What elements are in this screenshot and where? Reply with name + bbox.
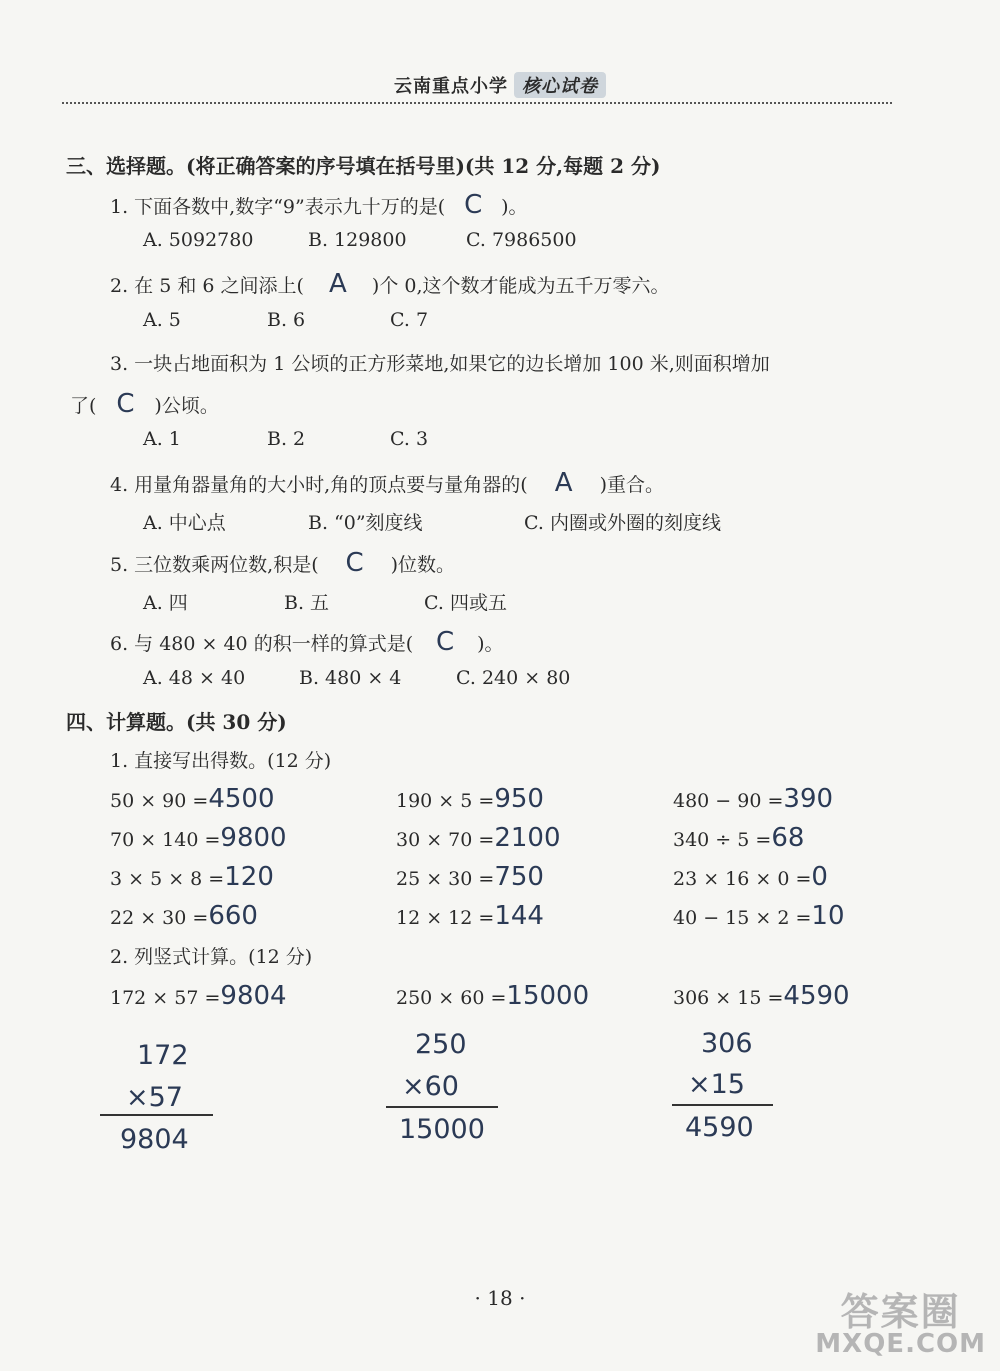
question-6-option-b: B. 480 × 4 [299, 667, 402, 689]
calc-expression: 250 × 60 = [396, 987, 507, 1009]
calc-expression: 30 × 70 = [396, 829, 495, 851]
question-2-answer: A [329, 269, 347, 299]
question-3-text-end: )公顷。 [154, 395, 219, 417]
calc-item [673, 901, 845, 931]
question-6-answer: C [436, 627, 455, 657]
calc-answer: 68 [771, 823, 805, 853]
calc-expression: 25 × 30 = [396, 868, 495, 890]
question-3-line-1: 3. 一块占地面积为 1 公顷的正方形菜地,如果它的边长增加 100 米,则面积增加 [110, 353, 770, 375]
calc-answer: 750 [494, 862, 544, 892]
calc-expression: 23 × 16 × 0 = [673, 868, 812, 890]
question-4-option-c: C. 内圈或外圈的刻度线 [524, 512, 721, 534]
calc-answer: 9804 [220, 981, 287, 1011]
calc-item [673, 784, 833, 814]
watermark-url: MXQE.COM [815, 1329, 986, 1359]
section-4-title: 四、计算题。(共 30 分) [66, 710, 287, 734]
question-4-answer: A [554, 468, 573, 498]
question-5 [110, 548, 455, 578]
calc-expression: 172 × 57 = [110, 987, 221, 1009]
question-2-option-a: A. 5 [143, 309, 181, 331]
calc-item [396, 784, 544, 814]
question-1-text-end: )。 [501, 196, 528, 218]
question-1-text: 1. 下面各数中,数字“9”表示九十万的是( [110, 196, 446, 218]
section-3-title: 三、选择题。(将正确答案的序号填在括号里)(共 12 分,每题 2 分) [66, 154, 661, 178]
question-4-option-b: B. “0”刻度线 [308, 512, 423, 534]
question-1-option-a: A. 5092780 [143, 229, 254, 251]
calc-expression: 306 × 15 = [673, 987, 784, 1009]
calc-answer: 120 [224, 862, 274, 892]
question-2-option-c: C. 7 [390, 309, 429, 331]
calc-item [110, 862, 274, 892]
question-2-text-end: )个 0,这个数才能成为五千万零六。 [371, 275, 670, 297]
vertical-result: 15000 [399, 1114, 485, 1145]
question-5-answer: C [345, 548, 364, 578]
calc-item [110, 901, 258, 931]
watermark [815, 1290, 986, 1359]
question-6-text-end: )。 [477, 633, 504, 655]
calc-expression: 3 × 5 × 8 = [110, 868, 225, 890]
page-number: · 18 · [474, 1286, 526, 1310]
vertical-multiplier: ×15 [688, 1069, 745, 1100]
vertical-top-number: 250 [415, 1029, 467, 1060]
calc-answer: 2100 [494, 823, 561, 853]
vertical-calc-expression [396, 981, 589, 1011]
question-6-option-a: A. 48 × 40 [143, 667, 246, 689]
calc-expression: 40 − 15 × 2 = [673, 907, 812, 929]
vertical-top-number: 306 [701, 1028, 753, 1059]
calc-expression: 70 × 140 = [110, 829, 221, 851]
calc-item [396, 901, 544, 931]
calc-answer: 9800 [220, 823, 287, 853]
calc-expression: 480 − 90 = [673, 790, 784, 812]
question-5-text: 5. 三位数乘两位数,积是( [110, 554, 319, 576]
vertical-rule [386, 1106, 498, 1108]
question-1 [110, 190, 528, 220]
calc-expression: 12 × 12 = [396, 907, 495, 929]
vertical-calc-expression [673, 981, 850, 1011]
question-6-option-c: C. 240 × 80 [456, 667, 571, 689]
vertical-top-number: 172 [137, 1040, 189, 1071]
part-1-title: 1. 直接写出得数。(12 分) [110, 750, 332, 772]
calc-answer: 144 [494, 901, 544, 931]
question-1-answer: C [464, 190, 483, 220]
calc-answer: 4500 [208, 784, 275, 814]
vertical-calc-expression [110, 981, 287, 1011]
question-3-answer: C [116, 389, 135, 419]
question-3-option-c: C. 3 [390, 428, 429, 450]
question-5-option-c: C. 四或五 [424, 592, 507, 614]
calc-item [396, 862, 544, 892]
question-3-option-a: A. 1 [143, 428, 181, 450]
calc-answer: 15000 [506, 981, 590, 1011]
vertical-result: 9804 [120, 1124, 189, 1155]
header-brand: 核心试卷 [514, 72, 606, 98]
part-2-title: 2. 列竖式计算。(12 分) [110, 946, 313, 968]
calc-answer: 0 [811, 862, 828, 892]
calc-item [673, 823, 804, 853]
question-5-option-a: A. 四 [143, 592, 188, 614]
vertical-result: 4590 [685, 1112, 754, 1143]
calc-answer: 950 [494, 784, 544, 814]
question-6-text: 6. 与 480 × 40 的积一样的算式是( [110, 633, 414, 655]
question-4-text: 4. 用量角器量角的大小时,角的顶点要与量角器的( [110, 474, 528, 496]
calc-item [110, 823, 287, 853]
calc-expression: 22 × 30 = [110, 907, 209, 929]
calc-answer: 4590 [783, 981, 850, 1011]
question-1-option-b: B. 129800 [308, 229, 407, 251]
calc-answer: 390 [783, 784, 834, 814]
vertical-rule [672, 1104, 773, 1106]
question-6 [110, 627, 504, 657]
header-divider [62, 102, 892, 104]
question-2 [110, 269, 670, 299]
calc-item [673, 862, 828, 892]
calc-expression: 340 ÷ 5 = [673, 829, 772, 851]
calc-answer: 660 [208, 901, 258, 931]
question-3-line-2 [70, 389, 219, 419]
question-1-option-c: C. 7986500 [466, 229, 577, 251]
calc-item [110, 784, 274, 814]
vertical-multiplier: ×57 [126, 1082, 183, 1113]
page-header [0, 72, 1000, 98]
calc-expression: 190 × 5 = [396, 790, 495, 812]
question-4 [110, 468, 664, 498]
question-5-option-b: B. 五 [284, 592, 330, 614]
question-5-text-end: )位数。 [390, 554, 456, 576]
watermark-logo-text: 答案圈 [840, 1290, 961, 1334]
calc-expression: 50 × 90 = [110, 790, 209, 812]
question-4-text-end: )重合。 [599, 474, 665, 496]
vertical-multiplier: ×60 [402, 1071, 459, 1102]
question-4-option-a: A. 中心点 [143, 512, 226, 534]
vertical-rule [100, 1114, 213, 1116]
question-3-option-b: B. 2 [267, 428, 306, 450]
question-2-option-b: B. 6 [267, 309, 306, 331]
question-2-text: 2. 在 5 和 6 之间添上( [110, 275, 304, 297]
header-school: 云南重点小学 [394, 76, 508, 97]
calc-item [396, 823, 560, 853]
calc-answer: 10 [811, 901, 845, 931]
question-3-text: 了( [70, 395, 97, 417]
